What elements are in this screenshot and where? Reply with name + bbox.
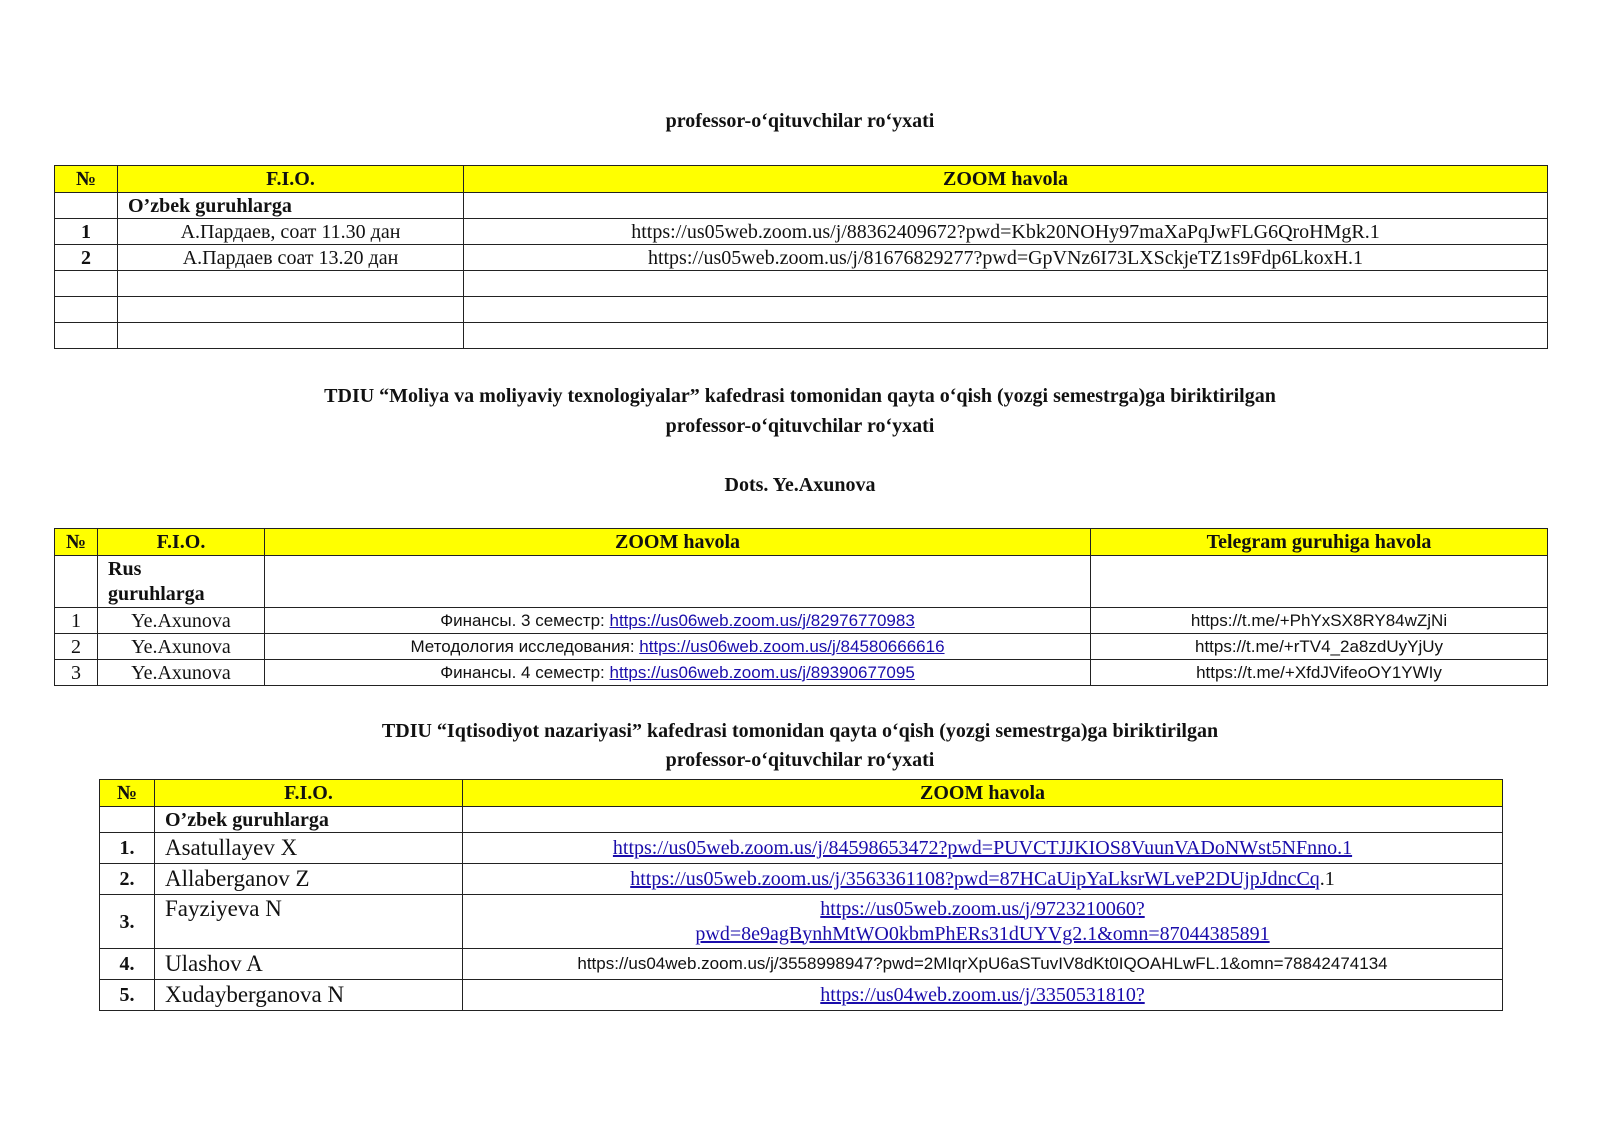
zoom-cell [463, 980, 1503, 1011]
col-name-header: F.I.O. [155, 780, 463, 807]
zoom-link-text: https://us04web.zoom.us/j/3558998947?pwd=2MIqrXpU6aSTuvIV8dKt0IQOAHLwFL.1&omn=78842474134 [463, 949, 1503, 980]
section3-title-line1: TDIU “Iqtisodiyot nazariyasi” kafedrasi tomonidan qayta o‘qish (yozgi semestrga)ga biriktirilgan [381, 720, 1219, 742]
table-row [100, 833, 1503, 864]
row-number: 1. [100, 833, 155, 864]
teacher-name: А.Пардаев соат 13.20 дан [118, 245, 464, 271]
col-number-header: № [55, 166, 118, 193]
row-number: 2 [55, 634, 98, 660]
group-row [55, 556, 1548, 608]
table-row [55, 608, 1548, 634]
zoom-link[interactable]: https://us05web.zoom.us/j/3563361108?pwd=87HCaUipYaLksrWLveP2DUjpJdncCq [630, 868, 1320, 890]
teacher-name: Ulashov A [155, 949, 463, 980]
table-row [55, 245, 1548, 271]
zoom-cell: https://us05web.zoom.us/j/3563361108?pwd=87HCaUipYaLksrWLveP2DUjpJdncCq.1 [463, 864, 1503, 895]
col-name-header: F.I.O. [118, 166, 464, 193]
telegram-link-text: https://t.me/+PhYxSX8RY84wZjNi [1091, 608, 1548, 634]
zoom-link[interactable]: https://us05web.zoom.us/j/9723210060? [820, 897, 1145, 920]
zoom-cell: Финансы. 4 семестр: https://us06web.zoom.us/j/89390677095 [265, 660, 1091, 686]
table-1 [54, 165, 1548, 349]
col-zoom-header: ZOOM havola [464, 166, 1548, 193]
table-row [100, 980, 1503, 1011]
group-label: Rus guruhlarga [98, 556, 265, 608]
empty-row [55, 297, 1548, 323]
row-number: 3 [55, 660, 98, 686]
row-number: 5. [100, 980, 155, 1011]
table-row [55, 634, 1548, 660]
col-number-header: № [55, 529, 98, 556]
table-row [100, 895, 1503, 949]
table-2-header [55, 529, 1548, 556]
col-telegram-header: Telegram guruhiga havola [1091, 529, 1548, 556]
row-number: 2 [55, 245, 118, 271]
table-row [100, 949, 1503, 980]
zoom-cell: Методология исследования: https://us06web.zoom.us/j/84580666616 [265, 634, 1091, 660]
table-row [100, 864, 1503, 895]
row-number: 4. [100, 949, 155, 980]
row-number: 2. [100, 864, 155, 895]
teacher-name: Asatullayev X [155, 833, 463, 864]
group-row [55, 193, 1548, 219]
telegram-link-text: https://t.me/+XfdJVifeoOY1YWIy [1091, 660, 1548, 686]
table-2 [54, 528, 1548, 686]
telegram-link-text: https://t.me/+rTV4_2a8zdUyYjUy [1091, 634, 1548, 660]
table-row [55, 219, 1548, 245]
col-number-header: № [100, 780, 155, 807]
zoom-cell [463, 833, 1503, 864]
section2-teacher: Dots. Ye.Axunova [724, 474, 876, 496]
teacher-name: Ye.Axunova [98, 608, 265, 634]
teacher-name: Xudayberganova N [155, 980, 463, 1011]
zoom-cell [463, 895, 1503, 949]
col-zoom-header: ZOOM havola [463, 780, 1503, 807]
zoom-link[interactable]: https://us06web.zoom.us/j/84580666616 [639, 636, 945, 656]
group-label: O’zbek guruhlarga [118, 193, 464, 219]
zoom-link[interactable]: https://us06web.zoom.us/j/89390677095 [609, 662, 915, 682]
section3-title-line2: professor-o‘qituvchilar ro‘yxati [665, 749, 935, 771]
group-row [100, 807, 1503, 833]
section2-title-line2: professor-o‘qituvchilar ro‘yxati [665, 415, 935, 437]
zoom-link-text: https://us05web.zoom.us/j/88362409672?pwd=Kbk20NOHy97maXaPqJwFLG6QroHMgR.1 [464, 219, 1548, 245]
row-number: 3. [100, 895, 155, 949]
col-name-header: F.I.O. [98, 529, 265, 556]
table-1-header [55, 166, 1548, 193]
section2-title-line1: TDIU “Moliya va moliyaviy texnologiyalar” kafedrasi tomonidan qayta o‘qish (yozgi semestrga)ga biriktirilgan [324, 385, 1276, 407]
teacher-name: Ye.Axunova [98, 660, 265, 686]
table-3 [99, 779, 1503, 1011]
teacher-name: Allaberganov Z [155, 864, 463, 895]
zoom-link[interactable]: https://us04web.zoom.us/j/3350531810? [820, 984, 1145, 1006]
table-3-header [100, 780, 1503, 807]
teacher-name: Ye.Axunova [98, 634, 265, 660]
empty-row [55, 271, 1548, 297]
section1-title: professor-o‘qituvchilar ro‘yxati [665, 110, 935, 132]
row-number: 1 [55, 608, 98, 634]
col-zoom-header: ZOOM havola [265, 529, 1091, 556]
empty-row [55, 323, 1548, 349]
teacher-name: А.Пардаев, соат 11.30 дан [118, 219, 464, 245]
row-number: 1 [55, 219, 118, 245]
zoom-link-continuation[interactable]: pwd=8e9agBynhMtWO0kbmPhERs31dUYVg2.1&omn=87044385891 [695, 922, 1270, 945]
zoom-cell: Финансы. 3 семестр: https://us06web.zoom.us/j/82976770983 [265, 608, 1091, 634]
zoom-link-text: https://us05web.zoom.us/j/81676829277?pwd=GpVNz6I73LXSckjeTZ1s9Fdp6LkoxH.1 [464, 245, 1548, 271]
table-row [55, 660, 1548, 686]
zoom-link[interactable]: https://us06web.zoom.us/j/82976770983 [609, 610, 915, 630]
group-label: O’zbek guruhlarga [155, 807, 463, 833]
teacher-name: Fayziyeva N [155, 895, 463, 949]
zoom-link[interactable]: https://us05web.zoom.us/j/84598653472?pwd=PUVCTJJKIOS8VuunVADoNWst5NFnno.1 [612, 837, 1353, 859]
